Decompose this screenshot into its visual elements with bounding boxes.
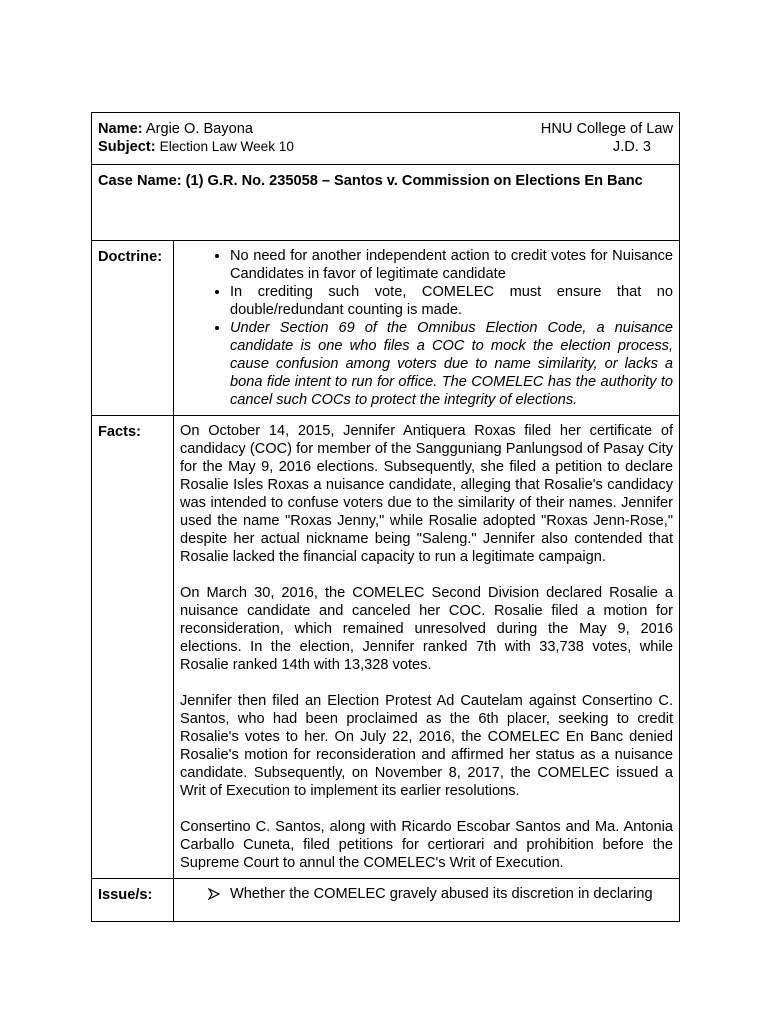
student-name: Name: Argie O. Bayona	[98, 121, 253, 137]
facts-paragraph: On October 14, 2015, Jennifer Antiquera Roxas filed her certificate of candidacy (COC) for member of the Sangguniang Panlungsod of Pasay City for the May 9, 2016 elections. Subsequently, she filed a petition to declare Rosalie Isles Roxas a nuisance candidate, alleging that Rosalie's candidacy was intended to confuse voters due to the similarity of their names. Jennifer used the name "Roxas Jenny," while Rosalie adopted "Roxas Jenn-Rose," despite her actual nickname being "Saleng." Jennifer also contended that Rosalie lacked the financial capacity to run a legitimate campaign.	[180, 423, 674, 565]
doctrine-item: • No need for another independent action to credit votes for Nuisance Candidates in favor of legitimate candidate	[230, 247, 673, 283]
doctrine-content	[174, 241, 680, 416]
issues-content	[174, 879, 680, 922]
case-name-cell	[92, 165, 680, 241]
facts-paragraph: Jennifer then filed an Election Protest Ad Cautelam against Consertino C. Santos, who had been proclaimed as the 6th placer, seeking to credit Rosalie's votes to her. On July 22, 2016, the COMELEC En Banc denied Rosalie's motion for reconsideration and affirmed her status as a nuisance candidate. Subsequently, on November 8, 2017, the COMELEC issued a Writ of Execution to implement its earlier resolutions.	[180, 693, 674, 799]
arrow-bullet-icon	[208, 885, 221, 903]
doctrine-item: • Under Section 69 of the Omnibus Election Code, a nuisance candidate is one who files a COC to mock the election process, cause confusion among voters due to name similarity, or lacks a bona fide intent to run for office. The COMELEC has the authority to cancel such COCs to protect the integrity of elections.	[230, 319, 673, 409]
doctrine-row	[92, 241, 680, 416]
doctrine-item: • In crediting such vote, COMELEC must ensure that no double/redundant counting is made.	[230, 283, 673, 319]
facts-paragraph: On March 30, 2016, the COMELEC Second Division declared Rosalie a nuisance candidate and canceled her COC. Rosalie filed a motion for reconsideration, which remained unresolved during the May 9, 2016 elections. In the election, Jennifer ranked 7th with 33,738 votes, while Rosalie ranked 14th with 13,328 votes.	[180, 585, 674, 673]
case-name-row	[92, 165, 680, 241]
year-level: J.D. 3	[612, 139, 652, 155]
issues-list	[180, 885, 673, 903]
subject: Subject: Election Law Week 10	[98, 139, 294, 155]
facts-label: Facts:	[92, 416, 174, 879]
header-line-1	[98, 120, 673, 138]
header-line-2	[98, 138, 673, 156]
case-digest-page	[91, 112, 679, 922]
issue-item: Whether the COMELEC gravely abused its discretion in declaring	[208, 885, 673, 903]
case-name-label: Case Name:	[98, 173, 182, 189]
case-digest-table	[91, 112, 680, 922]
header-cell	[92, 113, 680, 165]
facts-paragraph: Consertino C. Santos, along with Ricardo Escobar Santos and Ma. Antonia Carballo Cuneta, filed petitions for certiorari and prohibition before the Supreme Court to annul the COMELEC's Writ of Execution.	[180, 819, 674, 871]
case-title: (1) G.R. No. 235058 – Santos v. Commission on Elections En Banc	[185, 173, 643, 189]
school-name: HNU College of Law	[540, 121, 674, 137]
facts-row	[92, 416, 680, 879]
header-row	[92, 113, 680, 165]
issues-row	[92, 879, 680, 922]
issues-label: Issue/s:	[92, 879, 174, 922]
facts-content	[174, 416, 680, 879]
doctrine-label: Doctrine:	[92, 241, 174, 416]
doctrine-list	[180, 247, 673, 409]
